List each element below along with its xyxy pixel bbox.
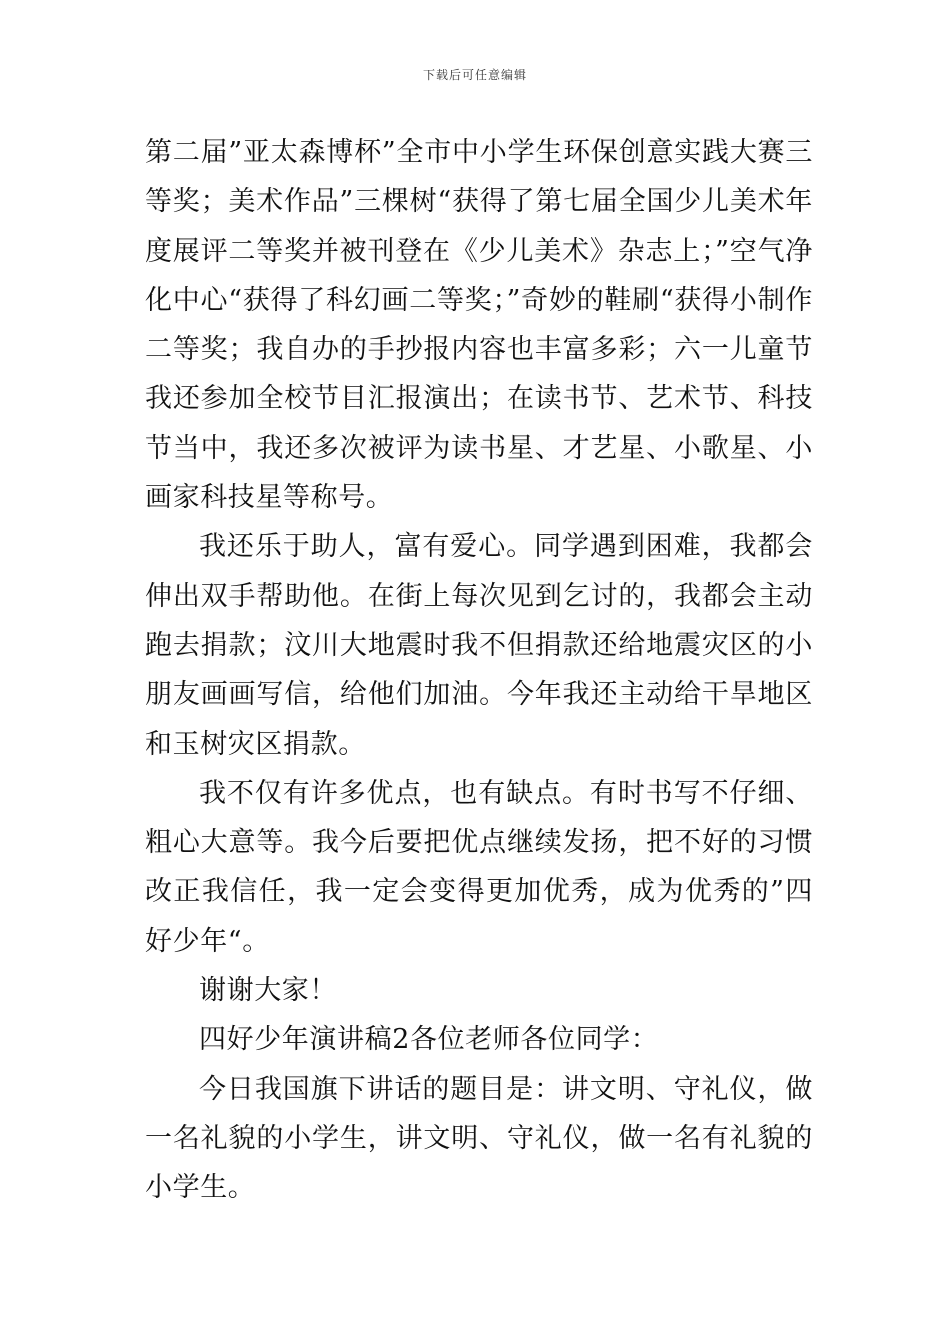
header-note: 下载后可任意编辑 xyxy=(422,68,527,82)
paragraph-shortcomings: 我不仅有许多优点，也有缺点。有时书写不仔细、粗心大意等。我今后要把优点继续发扬，把不好的习惯改正我信任，我一定会变得更加优秀，成为优秀的”四好少年“。 xyxy=(145,777,813,957)
paragraph-speech-2-greeting: 四好少年演讲稿2各位老师各位同学： xyxy=(199,1024,659,1056)
document-body xyxy=(145,128,813,1213)
paragraph-thanks: 谢谢大家！ xyxy=(199,975,337,1007)
paragraph-awards: 第二届”亚太森博杯”全市中小学生环保创意实践大赛三等奖；美术作品”三棵树“获得了第七届全国少儿美术年度展评二等奖并被刊登在《少儿美术》杂志上；”空气净化中心“获得了科幻画二等奖；”奇妙的鞋刷“获得小制作二等奖；我自办的手抄报内容也丰富多彩；六一儿童节我还参加全校节目汇报演出；在读书节、艺术节、科技节当中，我还多次被评为读书星、才艺星、小歌星、小画家科技星等称号。 xyxy=(145,137,813,514)
paragraph-speech-topic: 今日我国旗下讲话的题目是：讲文明、守礼仪，做一名礼貌的小学生，讲文明、守礼仪，做一名有礼貌的小学生。 xyxy=(145,1073,813,1204)
paragraph-helping-others: 我还乐于助人，富有爱心。同学遇到困难，我都会伸出双手帮助他。在街上每次见到乞讨的，我都会主动跑去捐款；汶川大地震时我不但捐款还给地震灾区的小朋友画画写信，给他们加油。今年我还主动给干旱地区和玉树灾区捐款。 xyxy=(145,531,813,760)
